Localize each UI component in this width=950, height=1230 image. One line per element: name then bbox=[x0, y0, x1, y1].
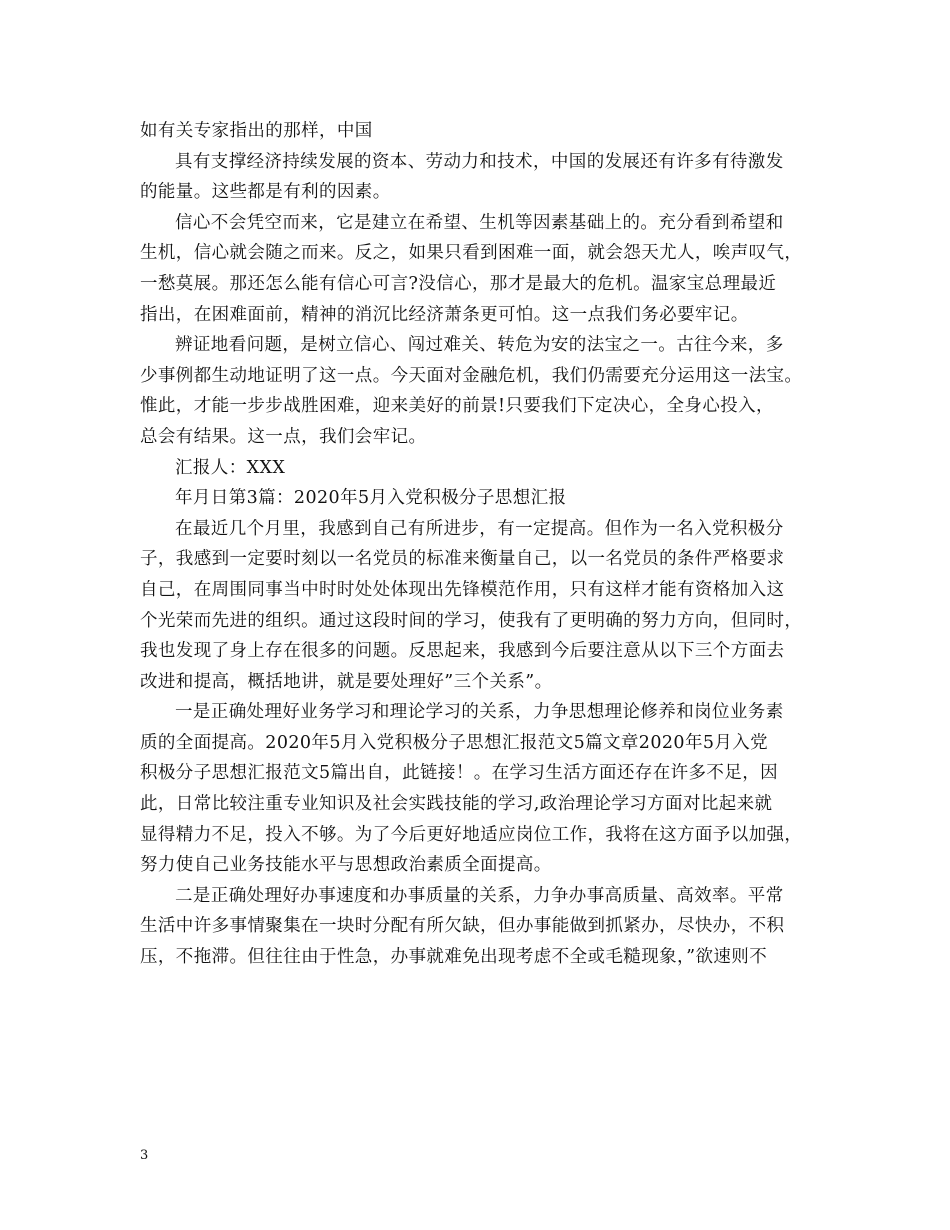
paragraph-5: 在最近几个月里，我感到自己有所进步，有一定提高。但作为一名入党积极分 子，我感到一定要时刻以一名党员的标准来衡量自己，以一名党员的条件严格要求 自己，在周围同事当中时时处处体现出先锋模范作用，只有这样才能有资格加入这 个光荣而先进的组织。通过这段时间的学习，使我有了更明确的努力方向，但同时， 我也发现了身上存在很多的问题。反思起来，我感到今后要注意从以下三个方面去 改进和提高，概括地讲，就是要处理好”三个关系”。 bbox=[140, 518, 803, 692]
paragraph-2: 具有支撑经济持续发展的资本、劳动力和技术，中国的发展还有许多有待激发 的能量。这些都是有利的因素。 bbox=[140, 151, 784, 203]
paragraph-6: 一是正确处理好业务学习和理论学习的关系，力争思想理论修养和岗位业务素 质的全面提高。2020年5月入党积极分子思想汇报范文5篇文章2020年5月入党 积极分子思想汇报范文5篇出自，此链接！。在学习生活方面还存在许多不足，因 此，日常比较注重专业知识及社会实践技能的学习,政治理论学习方面对比起来就 显得精力不足，投入不够。为了今后更好地适应岗位工作，我将在这方面予以加强， 努力使自己业务技能水平与思想政治素质全面提高。 bbox=[140, 702, 803, 876]
paragraph-4: 辨证地看问题，是树立信心、闯过难关、转危为安的法宝之一。古往今来，多 少事例都生动地证明了这一点。今天面对金融危机，我们仍需要充分运用这一法宝。 惟此，才能一步步战胜困难，迎来美好的前景!只要我们下定决心，全身心投入， 总会有结果。这一点，我们会牢记。 bbox=[140, 335, 803, 447]
reporter-line: 汇报人：XXX bbox=[175, 457, 286, 478]
section-heading: 年月日第3篇：2020年5月入党积极分子思想汇报 bbox=[175, 488, 567, 509]
paragraph-1: 如有关专家指出的那样，中国 bbox=[140, 121, 373, 141]
page-number: 3 bbox=[140, 1148, 149, 1163]
document-body bbox=[140, 116, 830, 973]
paragraph-3: 信心不会凭空而来，它是建立在希望、生机等因素基础上的。充分看到希望和 生机，信心就会随之而来。反之，如果只看到困难一面，就会怨天尤人，唉声叹气， 一愁莫展。那还怎么能有信心可言?没信心，那才是最大的危机。温家宝总理最近 指出，在困难面前，精神的消沉比经济萧条更可怕。这一点我们务必要牢记。 bbox=[140, 212, 803, 325]
paragraph-7: 二是正确处理好办事速度和办事质量的关系，力争办事高质量、高效率。平常 生活中许多事情聚集在一块时分配有所欠缺，但办事能做到抓紧办，尽快办，不积 压，不拖滞。但往往由于性急，办事就难免出现考虑不全或毛糙现象，”欲速则不 bbox=[140, 885, 785, 968]
